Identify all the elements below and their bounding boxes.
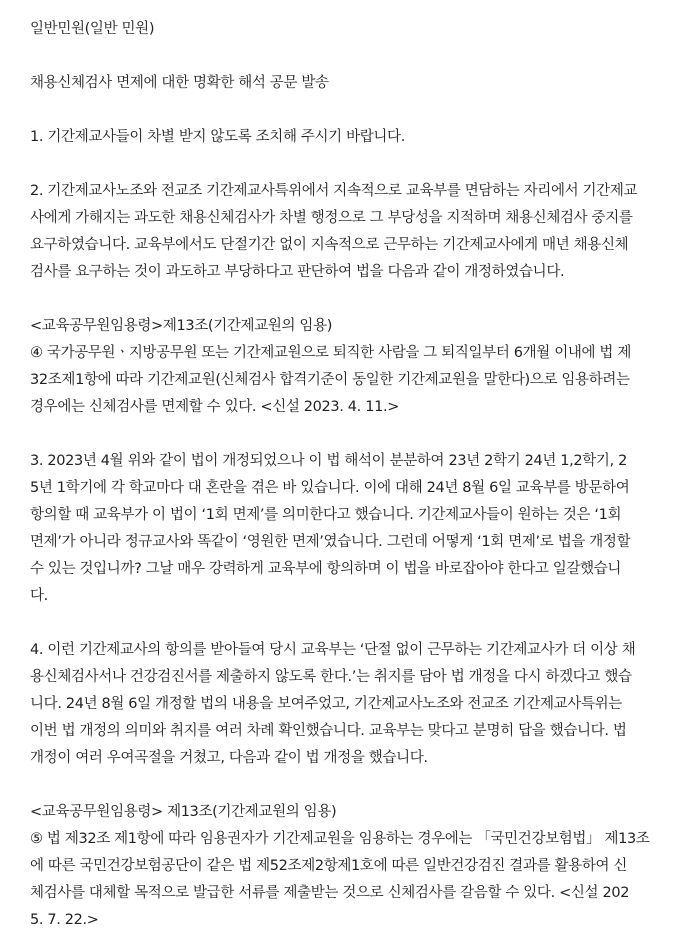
paragraph-1: 1. 기간제교사들이 차별 받지 않도록 조치해 주시기 바랍니다.	[30, 129, 405, 145]
paragraph-3	[30, 448, 690, 610]
paragraph-3-line: 수 있는 것입니까? 그날 매우 강력하게 교육부에 항의하며 이 법을 바로잡아야 한다고 일갈했습니	[30, 561, 622, 577]
law-2-text	[30, 826, 690, 934]
paragraph-2-line: 요구하였습니다. 교육부에서도 단절기간 없이 지속적으로 근무하는 기간제교사에게 매년 채용신체	[30, 237, 629, 253]
complaint-document	[30, 16, 690, 934]
paragraph-3-line: 다.	[30, 588, 48, 604]
paragraph-2-line: 사에게 가해지는 과도한 채용신체검사가 차별 행정으로 그 부당성을 지적하며 채용신체검사 중지를	[30, 210, 633, 226]
paragraph-3-line: 면제’가 아니라 정규교사와 똑같이 ‘영원한 면제’였습니다. 그런데 어떻게 ‘1회 면제’로 법을 개정할	[30, 534, 631, 550]
paragraph-4-line: 개정이 여러 우여곡절을 거쳤고, 다음과 같이 법 개정을 했습니다.	[30, 750, 428, 766]
law-1-title: <교육공무원임용령>제13조(기간제교원의 임용)	[30, 318, 333, 334]
paragraph-3-line: 5년 1학기에 각 학교마다 대 혼란을 겪은 바 있습니다. 이에 대해 24년 8월 6일 교육부를 방문하여	[30, 480, 630, 496]
law-1-line: 32조제1항에 따라 기간제교원(신체검사 합격기준이 동일한 기간제교원을 말한다)으로 임용하려는	[30, 372, 630, 388]
complaint-category: 일반민원(일반 민원)	[30, 21, 155, 37]
paragraph-4-line: 이번 법 개정의 의미와 취지를 여러 차례 확인했습니다. 교육부는 맞다고 분명히 답을 했습니다. 법	[30, 723, 627, 739]
paragraph-2-line: 검사를 요구하는 것이 과도하고 부당하다고 판단하여 법을 다음과 같이 개정하였습니다.	[30, 264, 565, 280]
law-2-line: 체검사를 대체할 목적으로 발급한 서류를 제출받는 것으로 신체검사를 갈음할 수 있다. <신설 202	[30, 885, 630, 901]
paragraph-4-line: 니다. 24년 8월 6일 개정할 법의 내용을 보여주었고, 기간제교사노조와 전교조 기간제교사특위는	[30, 696, 622, 712]
paragraph-4-line: 4. 이런 기간제교사의 항의를 받아들여 당시 교육부는 ‘단절 없이 근무하는 기간제교사가 더 이상 채	[30, 642, 636, 658]
law-2-line: 5. 7. 22.>	[30, 912, 99, 928]
law-1-line: ④ 국가공무원ㆍ지방공무원 또는 기간제교원으로 퇴직한 사람을 그 퇴직일부터 6개월 이내에 법 제	[30, 345, 631, 361]
complaint-title: 채용신체검사 면제에 대한 명확한 해석 공문 발송	[30, 75, 329, 91]
paragraph-4-line: 용신체검사서나 건강검진서를 제출하지 않도록 한다.’는 취지를 담아 법 개정을 다시 하겠다고 했습	[30, 669, 632, 685]
paragraph-2	[30, 178, 690, 286]
law-1-line: 경우에는 신체검사를 면제할 수 있다. <신설 2023. 4. 11.>	[30, 399, 400, 415]
paragraph-3-line: 항의할 때 교육부가 이 법이 ‘1회 면제’를 의미한다고 했습니다. 기간제교사들이 원하는 것은 ‘1회	[30, 507, 622, 523]
paragraph-4	[30, 637, 690, 772]
paragraph-3-line: 3. 2023년 4월 위와 같이 법이 개정되었으나 이 법 해석이 분분하여 23년 2학기 24년 1,2학기, 2	[30, 453, 627, 469]
paragraph-2-line: 2. 기간제교사노조와 전교조 기간제교사특위에서 지속적으로 교육부를 면담하는 자리에서 기간제교	[30, 183, 638, 199]
law-2-line: ⑤ 법 제32조 제1항에 따라 임용권자가 기간제교원을 임용하는 경우에는 「국민건강보험법」 제13조	[30, 831, 650, 847]
law-1-text	[30, 340, 690, 421]
law-2-line: 에 따른 국민건강보험공단이 같은 법 제52조제2항제1호에 따른 일반건강검진 결과를 활용하여 신	[30, 858, 628, 874]
law-2-title: <교육공무원임용령> 제13조(기간제교원의 임용)	[30, 804, 337, 820]
